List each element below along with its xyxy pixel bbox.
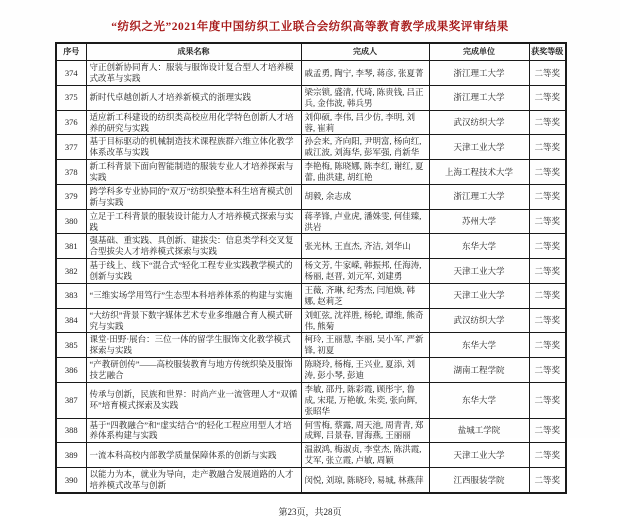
row-achievement-name: 守正创新协同育人：服装与服饰设计复合型人才培养模式改革与实践 [86, 61, 301, 86]
row-achievement-name: 以能力为本，就业为导向，走产教融合发展道路的人才培养模式改革与创新 [86, 468, 301, 493]
table-row [56, 110, 566, 135]
row-completers: 柯玲, 王丽慧, 李丽, 吴小军, 严新锋, 初夏 [301, 333, 429, 358]
table-row [56, 184, 566, 209]
row-achievement-name: 跨学科多专业协同的“双万”纺织染整本科生培育模式创新与实践 [86, 184, 301, 209]
row-completing-unit: 江西服装学院 [429, 468, 529, 493]
row-achievement-name: “三维实场学用笃行”生态型本科培养体系的构建与实施 [86, 283, 301, 308]
row-achievement-name: “产教研创传”——高校服装教育与地方传统织染及服饰技艺融合 [86, 358, 301, 383]
row-completing-unit: 天津工业大学 [429, 443, 529, 468]
row-award-level: 二等奖 [529, 110, 566, 135]
row-award-level: 二等奖 [529, 135, 566, 160]
row-award-level: 二等奖 [529, 184, 566, 209]
header-achievement-name: 成果名称 [86, 43, 301, 61]
award-results-table [55, 42, 567, 494]
row-serial-number: 374 [56, 61, 86, 86]
page-number-footer: 第23页，共28页 [278, 506, 342, 517]
row-completers: 温淑鸿, 梅淑贞, 李堂杰, 陈洪霞, 艾军, 张立霞, 卢敏, 周颖 [301, 443, 429, 468]
row-serial-number: 378 [56, 160, 86, 185]
table-row [56, 259, 566, 284]
row-completing-unit: 东华大学 [429, 382, 529, 418]
table-row [56, 308, 566, 333]
row-serial-number: 389 [56, 443, 86, 468]
header-award-level: 获奖等级 [529, 43, 566, 61]
row-award-level: 二等奖 [529, 234, 566, 259]
row-award-level: 二等奖 [529, 85, 566, 110]
document-title: “纺织之光”2021年度中国纺织工业联合会纺织高等教育教学成果奖评审结果 [111, 21, 509, 33]
row-achievement-name: 立足于工科背景的服装设计能力人才培养模式探索与实践 [86, 209, 301, 234]
row-award-level: 二等奖 [529, 308, 566, 333]
row-completing-unit: 东华大学 [429, 333, 529, 358]
row-achievement-name: 新工科背景下面向智能制造的服装专业人才培养探索与实践 [86, 160, 301, 185]
row-completers: 刘虹弦, 沈祥胜, 杨轮, 谭维, 熊奇伟, 熊菊 [301, 308, 429, 333]
row-serial-number: 376 [56, 110, 86, 135]
row-award-level: 二等奖 [529, 358, 566, 383]
row-completing-unit: 浙江理工大学 [429, 85, 529, 110]
row-serial-number: 384 [56, 308, 86, 333]
row-completing-unit: 天津工业大学 [429, 135, 529, 160]
row-award-level: 二等奖 [529, 259, 566, 284]
row-serial-number: 375 [56, 85, 86, 110]
row-award-level: 二等奖 [529, 283, 566, 308]
row-completers: 蒋孝锋, 卢业虎, 潘姝雯, 何佳臻, 洪岩 [301, 209, 429, 234]
row-serial-number: 379 [56, 184, 86, 209]
table-row [56, 85, 566, 110]
row-achievement-name: 基于目标驱动的机械制造技术课程族群六维立体化教学体系改革与实践 [86, 135, 301, 160]
row-serial-number: 383 [56, 283, 86, 308]
row-serial-number: 381 [56, 234, 86, 259]
row-completers: 刘仰硕, 李伟, 吕少仿, 李明, 刘蓉, 崔莉 [301, 110, 429, 135]
row-completers: 戚孟勇, 陶宁, 李琴, 蒋彦, 张夏菁 [301, 61, 429, 86]
row-serial-number: 382 [56, 259, 86, 284]
row-completing-unit: 武汉纺织大学 [429, 110, 529, 135]
row-serial-number: 377 [56, 135, 86, 160]
row-achievement-name: 课堂·田野·展台：三位一体的留学生服饰文化教学模式探索与实践 [86, 333, 301, 358]
row-achievement-name: 传承与创新，民族和世界：时尚产业一流管理人才“双循环”培育模式探索及实践 [86, 382, 301, 418]
row-award-level: 二等奖 [529, 160, 566, 185]
table-row [56, 209, 566, 234]
row-achievement-name: 新时代卓越创新人才培养新模式的浙理实践 [86, 85, 301, 110]
row-completers: 张光林, 王直杰, 齐洁, 刘华山 [301, 234, 429, 259]
row-serial-number: 387 [56, 382, 86, 418]
row-completing-unit: 东华大学 [429, 234, 529, 259]
row-completers: 杨文芳, 牛家嵘, 韩振邦, 任海涛, 杨丽, 赵晋, 刘元军, 刘建勇 [301, 259, 429, 284]
row-award-level: 二等奖 [529, 209, 566, 234]
row-award-level: 二等奖 [529, 443, 566, 468]
header-completers: 完成人 [301, 43, 429, 61]
row-award-level: 二等奖 [529, 333, 566, 358]
table-row [56, 333, 566, 358]
row-completing-unit: 天津工业大学 [429, 259, 529, 284]
row-completers: 孙会来, 齐向阳, 尹明富, 杨向红, 戚江波, 刘海华, 彭军强, 肖新华 [301, 135, 429, 160]
table-row [56, 61, 566, 86]
table-row [56, 283, 566, 308]
row-completers: 何雪梅, 蔡露, 周天池, 周青青, 郑成辉, 吕景春, 冒海燕, 王丽丽 [301, 418, 429, 443]
table-row [56, 135, 566, 160]
row-achievement-name: 适应新工科建设的纺织类高校应用化学特色创新人才培养的研究与实践 [86, 110, 301, 135]
row-completers: 胡毅, 余志成 [301, 184, 429, 209]
header-completing-unit: 完成单位 [429, 43, 529, 61]
row-completing-unit: 苏州大学 [429, 209, 529, 234]
row-serial-number: 380 [56, 209, 86, 234]
row-completers: 闵悦, 刘琼, 陈晓玲, 易城, 林燕萍 [301, 468, 429, 493]
row-completers: 王薇, 齐琳, 纪秀杰, 闫旭焕, 韩娜, 赵莉芝 [301, 283, 429, 308]
row-achievement-name: 一流本科高校内部教学质量保障体系的创新与实践 [86, 443, 301, 468]
row-completing-unit: 浙江理工大学 [429, 184, 529, 209]
row-completers: 梁宗锁, 盛清, 代琦, 陈贵钱, 吕正兵, 金伟波, 韩兵男 [301, 85, 429, 110]
row-completing-unit: 湖南工程学院 [429, 358, 529, 383]
row-achievement-name: 基于“四教融合”和“虚实结合”的轻化工程应用型人才培养体系构建与实践 [86, 418, 301, 443]
row-award-level: 二等奖 [529, 418, 566, 443]
row-serial-number: 386 [56, 358, 86, 383]
row-completing-unit: 浙江理工大学 [429, 61, 529, 86]
row-serial-number: 388 [56, 418, 86, 443]
table-header-row [56, 43, 566, 61]
row-serial-number: 390 [56, 468, 86, 493]
row-completing-unit: 盐城工学院 [429, 418, 529, 443]
table-row [56, 443, 566, 468]
row-completers: 李艳梅, 陈晓娜, 陈李红, 谢红, 夏蕾, 曲洪建, 胡红艳 [301, 160, 429, 185]
header-serial-number: 序号 [56, 43, 86, 61]
table-row [56, 418, 566, 443]
table-row [56, 160, 566, 185]
row-completing-unit: 上海工程技术大学 [429, 160, 529, 185]
row-serial-number: 385 [56, 333, 86, 358]
row-completing-unit: 天津工业大学 [429, 283, 529, 308]
row-completers: 李敏, 邵丹, 陈彩霞, 顾彤宇, 鲁成, 宋琨, 万艳敏, 朱奕, 张向辉, 张昭华 [301, 382, 429, 418]
row-completers: 陈晓玲, 杨梅, 王兴业, 夏添, 刘涛, 彭小琴, 彭迪 [301, 358, 429, 383]
row-achievement-name: 基于线上、线下“混合式”轻化工程专业实践教学模式的创新与实践 [86, 259, 301, 284]
table-row [56, 382, 566, 418]
table-row [56, 358, 566, 383]
row-award-level: 二等奖 [529, 382, 566, 418]
row-completing-unit: 武汉纺织大学 [429, 308, 529, 333]
table-row [56, 468, 566, 493]
row-achievement-name: 强基础、重实践、具创新、建拔尖：信息类学科交叉复合型拔尖人才培养模式探索与实践 [86, 234, 301, 259]
table-body [56, 61, 566, 493]
table-row [56, 234, 566, 259]
row-achievement-name: “大纺织”背景下数字媒体艺术专业多维融合育人模式研究与实践 [86, 308, 301, 333]
row-award-level: 二等奖 [529, 61, 566, 86]
row-award-level: 二等奖 [529, 468, 566, 493]
